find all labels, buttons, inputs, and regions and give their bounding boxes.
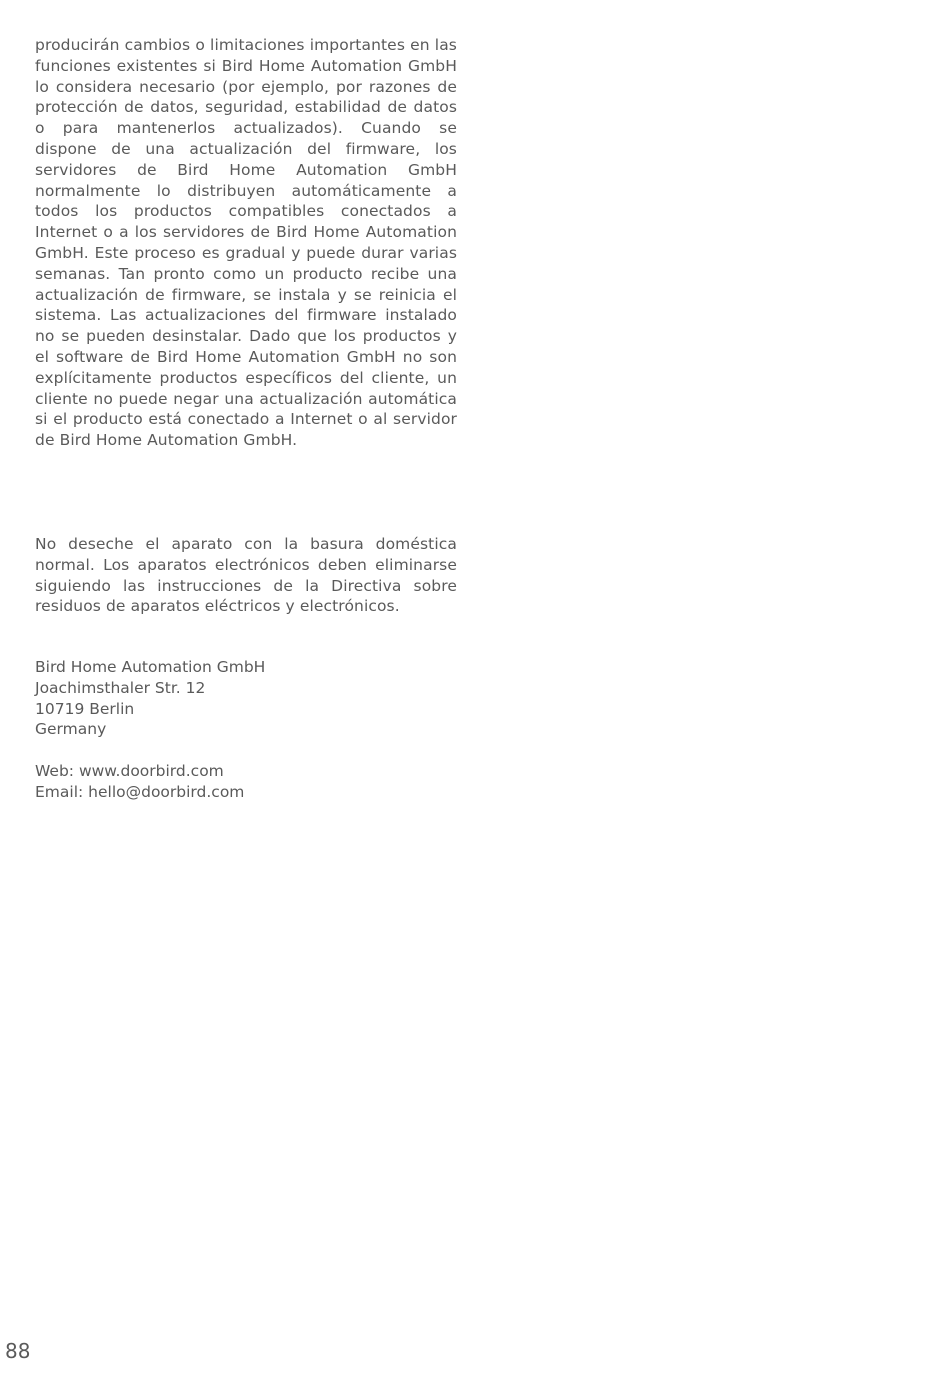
company-address <box>35 657 265 740</box>
country: Germany <box>35 720 107 739</box>
street-address: Joachimsthaler Str. 12 <box>35 678 206 697</box>
web-link: Web: www.doorbird.com <box>35 762 224 780</box>
disposal-paragraph: No deseche el aparato con la basura doméstica normal. Los aparatos electrónicos deben eliminarse siguiendo las instrucciones de la Directiva sobre residuos de aparatos eléctricos y electrónicos. <box>35 535 457 616</box>
contact-info <box>35 761 244 803</box>
city-postcode: 10719 Berlin <box>35 699 135 718</box>
page-number: 88 <box>5 1339 31 1363</box>
firmware-update-paragraph: producirán cambios o limitaciones importantes en las funciones existentes si Bird Home Automation GmbH lo considera necesario (por ejemplo, por razones de protección de datos, seguridad, estabilidad de datos o para mantenerlos actualizados). Cuando se dispone de una actualización del firmware, los servidores de Bird Home Automation GmbH normalmente lo distribuyen automáticamente a todos los productos compatibles conectados a Internet o a los servidores de Bird Home Automation GmbH. Este proceso es gradual y puede durar varias semanas. Tan pronto como un producto recibe una actualización de firmware, se instala y se reinicia el sistema. Las actualizaciones del firmware instalado no se pueden desinstalar. Dado que los productos y el software de Bird Home Automation GmbH no son explícitamente productos específicos del cliente, un cliente no puede negar una actualización automática si el producto está conectado a Internet o al servidor de Bird Home Automation GmbH. <box>35 36 457 450</box>
company-name: Bird Home Automation GmbH <box>35 658 266 676</box>
email-link: Email: hello@doorbird.com <box>35 782 245 801</box>
